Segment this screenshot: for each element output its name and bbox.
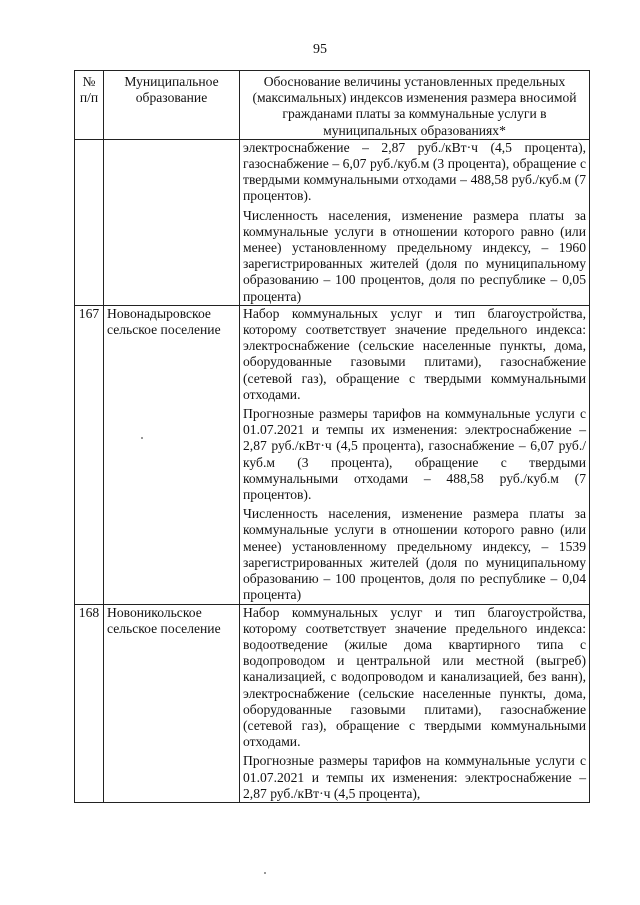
- scan-speck: [264, 872, 266, 874]
- justification-paragraph: электроснабжение – 2,87 руб./кВт·ч (4,5 процента), газоснабжение – 6,07 руб./куб.м (3 процента), обращение с твердыми коммунальными отходами – 488,58 руб./куб.м (7 процентов).: [243, 139, 586, 204]
- justification-paragraph: Прогнозные размеры тарифов на коммунальные услуги с 01.07.2021 и темпы их изменения: электроснабжение – 2,87 руб./кВт·ч (4,5 процента), газоснабжение – 6,07 руб./куб.м (3 процента), обращение с твердыми коммунальными отходами – 488,58 руб./куб.м (7 процентов).: [243, 406, 586, 503]
- municipality-name: Новоникольское сельское поселение: [107, 604, 221, 636]
- row-municipality: [104, 139, 240, 305]
- municipality-name: Новонадыровское сельское поселение: [107, 305, 221, 338]
- justification-paragraph: Прогнозные размеры тарифов на коммунальные услуги с 01.07.2021 и темпы их изменения: электроснабжение – 2,87 руб./кВт·ч (4,5 процента),: [243, 753, 586, 801]
- row-municipality: [104, 305, 240, 604]
- justification-paragraph: Набор коммунальных услуг и тип благоустройства, которому соответствует значение предельного индекса: водоотведение (жилые дома квартирного типа с водопроводом и центральной или местной (выгреб) канализацией, с водопроводом и канализацией, без ванн), электроснабжение (сельские населенные пункты, дома, оборудованные газовыми плитами), газоснабжение (сетевой газ), обращение с твердыми коммунальными отходами.: [243, 604, 586, 750]
- table-row: [75, 604, 590, 802]
- header-municipality: Муниципальное образование: [104, 71, 240, 140]
- row-justification: [240, 604, 590, 802]
- row-number: 167: [75, 305, 104, 604]
- table-row: [75, 139, 590, 305]
- header-number: № п/п: [75, 71, 104, 140]
- row-number: 168: [75, 604, 104, 802]
- scan-speck: [141, 437, 143, 439]
- page-number: 95: [313, 42, 327, 57]
- row-justification: [240, 139, 590, 305]
- table-row: [75, 305, 590, 604]
- table-header-row: [75, 71, 590, 140]
- justification-paragraph: Численность населения, изменение размера платы за коммунальные услуги в отношении которого равно (или менее) установленному предельному индексу, – 1960 зарегистрированных жителей (доля по муниципальному образованию – 100 процентов, доля по республике – 0,05 процента): [243, 207, 586, 304]
- justification-paragraph: Набор коммунальных услуг и тип благоустройства, которому соответствует значение предельного индекса: электроснабжение (сельские населенные пункты, дома, оборудованные газовыми плитами), газоснабжение (сетевой газ), обращение с твердыми коммунальными отходами.: [243, 305, 586, 402]
- row-number: [75, 139, 104, 305]
- row-municipality: [104, 604, 240, 802]
- justification-paragraph: Численность населения, изменение размера платы за коммунальные услуги в отношении которого равно (или менее) установленному предельному индексу, – 1539 зарегистрированных жителей (доля по муниципальному образованию – 100 процентов, доля по республике – 0,04 процента): [243, 506, 586, 603]
- tariff-justification-table: [74, 70, 590, 803]
- header-justification: Обоснование величины установленных предельных (максимальных) индексов изменения размера вносимой гражданами платы за коммунальные услуги в муниципальных образованиях*: [240, 71, 590, 140]
- row-justification: [240, 305, 590, 604]
